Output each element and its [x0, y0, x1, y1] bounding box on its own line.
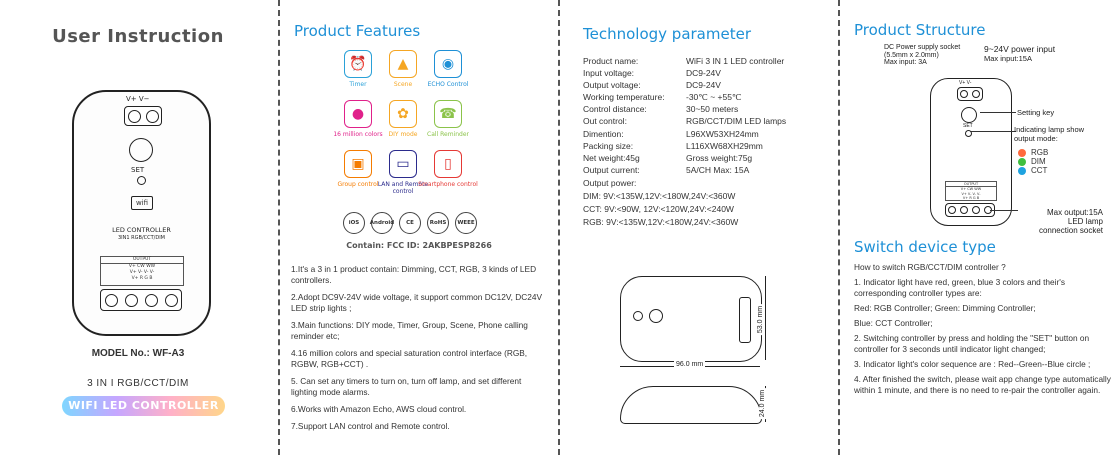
weee-cert-icon: WEEE — [455, 212, 477, 234]
legend-item-dim: DIM — [1018, 157, 1048, 166]
output-table — [100, 256, 184, 286]
mode-legend — [1018, 148, 1048, 175]
device-side-view — [620, 386, 762, 424]
terminal-screw-icon — [972, 206, 980, 214]
model-number: MODEL No.: WF-A3 — [91, 348, 185, 359]
phone-icon: ☎ — [434, 100, 462, 128]
terminal-screw-icon — [146, 110, 159, 123]
feature-icon-label: 16 million colors — [333, 131, 383, 138]
structure-power-label: V+ V- — [959, 80, 972, 86]
user-instruction-panel — [0, 0, 276, 455]
cct-dot-icon — [1018, 167, 1026, 175]
feature-icon-label: Call Reminder — [427, 131, 469, 138]
tech-row: Net weight:45g Gross weight:75g — [583, 152, 753, 163]
tech-row: Packing size: L116XW68XH29mm — [583, 140, 763, 151]
output-power-rgb: RGB: 9V:<135W,12V:<180W,24V:<360W — [583, 216, 739, 227]
feature-item: 5. Can set any timers to turn on, turn off lamp, and set different lighting mode alarms. — [291, 376, 522, 397]
callout-line — [970, 131, 1016, 132]
output-terminal-side — [739, 297, 751, 343]
switch-line: Red: RGB Controller; Green: Dimming Controller; — [854, 303, 1036, 313]
feature-icon-cell — [418, 100, 478, 138]
tech-row: Product name: WiFi 3 IN 1 LED controller — [583, 56, 785, 66]
feature-list — [291, 264, 549, 438]
feature-item: 6.Works with Amazon Echo, AWS cloud control. — [291, 404, 467, 414]
output-table-row: V+ CW WW — [128, 264, 156, 269]
feature-icon-label: Timer — [349, 81, 367, 88]
user-instruction-title: User Instruction — [52, 26, 224, 47]
android-cert-icon: Android — [371, 212, 393, 234]
width-dimension: 96.0 mm — [676, 361, 704, 368]
tech-row: Output voltage: DC9-24V — [583, 80, 721, 91]
set-label: SET — [131, 166, 145, 174]
switch-line: How to switch RGB/CCT/DIM controller ? — [854, 262, 1006, 272]
tech-row: Out control: RGB/CCT/DIM LED lamps — [583, 116, 787, 127]
callout-line — [980, 112, 1016, 113]
remote-icon: ▭ — [389, 150, 417, 178]
terminal-screw-icon — [145, 294, 158, 307]
set-button-icon — [649, 309, 663, 323]
device-top-view — [620, 276, 765, 362]
product-features-panel — [281, 0, 557, 455]
feature-item: 3.Main functions: DIY mode, Timer, Group, Scene, Phone calling reminder etc; — [291, 320, 528, 341]
output-table-row: V+ V- V- V- — [129, 270, 155, 275]
dim-dot-icon — [1018, 158, 1026, 166]
ce-cert-icon: CE — [399, 212, 421, 234]
terminal-screw-icon — [105, 294, 118, 307]
power-terminal — [124, 106, 162, 126]
certification-row — [343, 212, 477, 234]
tech-parameter-table — [583, 55, 823, 227]
terminal-screw-icon — [972, 90, 980, 98]
feature-icon-label: DIY mode — [388, 131, 418, 138]
structure-output-table: OUTPUT V+ CW WW V+ V- V- V- V+ R G B — [945, 181, 997, 201]
terminal-screw-icon — [165, 294, 178, 307]
output-table-row: V+ R G B — [131, 276, 153, 281]
indicator-light-icon — [633, 311, 643, 321]
set-button[interactable] — [961, 107, 977, 123]
switch-line: 4. After finished the switch, please wait app change type automatically within 1 minute, and there is no need to re-pair the controller again. — [854, 374, 1111, 395]
ios-cert-icon: iOS — [343, 212, 365, 234]
technology-panel — [561, 0, 836, 455]
power-input-label: 9~24V power input Max input:15A — [984, 44, 1056, 63]
wifi-icon: wifi — [131, 196, 153, 210]
feature-item: 2.Adopt DC9V-24V wide voltage, it support common DC12V, DC24V LED strip lights ; — [291, 292, 543, 313]
switch-line: 1. Indicator light have red, green, blue 3 colors and their's corresponding controller types are: — [854, 277, 1065, 298]
panel-divider — [278, 0, 280, 455]
diy-icon: ✿ — [389, 100, 417, 128]
tech-row: Control distance: 30~50 meters — [583, 104, 739, 115]
product-structure-panel — [840, 0, 1119, 455]
rohs-cert-icon: RoHS — [427, 212, 449, 234]
feature-icon-label: LAN and Remote control — [377, 181, 429, 195]
set-button[interactable] — [129, 138, 153, 162]
output-terminal — [945, 203, 995, 217]
switch-line: 3. Indicator light's color sequence are : Red--Green--Blue circle ; — [854, 359, 1091, 369]
feature-icon-label: ECHO Control — [427, 81, 469, 88]
structure-set-label: SET — [963, 123, 973, 129]
output-table-header: OUTPUT — [101, 257, 183, 264]
product-structure-title: Product Structure — [854, 21, 986, 39]
switch-instructions — [854, 262, 1112, 400]
switch-device-title: Switch device type — [854, 238, 996, 256]
structure-device-drawing — [930, 78, 1012, 226]
tech-row: Output current: 5A/CH Max: 15A — [583, 164, 750, 175]
clock-icon: ⏰ — [344, 50, 372, 78]
legend-item-cct: CCT — [1018, 166, 1048, 175]
terminal-screw-icon — [128, 110, 141, 123]
product-subtitle: 3 IN I RGB/CCT/DIM — [87, 378, 189, 389]
feature-item: 4.16 million colors and special saturation control interface (RGB, RGBW, RGB+CCT) . — [291, 348, 528, 369]
height-dimension-line — [765, 276, 766, 360]
dc-socket-label: DC Power supply socket (5.5mm x 2.0mm) Max input: 3A — [884, 44, 961, 66]
rgb-dot-icon — [1018, 149, 1026, 157]
product-features-title: Product Features — [294, 22, 421, 40]
thickness-dimension: 24.0 mm — [759, 389, 767, 418]
switch-line: 2. Switching controller by press and holding the "SET" button on controller for 3 seconds until indicator light changed; — [854, 333, 1090, 354]
power-terminal — [957, 87, 983, 101]
group-icon: ▣ — [344, 150, 372, 178]
feature-item: 7.Support LAN control and Remote control. — [291, 421, 450, 431]
tech-row: Input voltage: DC9-24V — [583, 68, 721, 79]
feature-icon-cell — [418, 150, 478, 188]
setting-key-label: Setting key — [1017, 108, 1055, 117]
device-body-text: LED CONTROLLER — [112, 226, 171, 234]
feature-icon-label: Group control — [337, 181, 379, 188]
terminal-screw-icon — [125, 294, 138, 307]
feature-icon-label: Scene — [393, 81, 413, 88]
output-power-cct: CCT: 9V:<90W, 12V:<120W,24V:<240W — [583, 203, 734, 214]
technology-title: Technology parameter — [583, 25, 751, 43]
tech-row: Working temperature: -30℃ ~ +55℃ — [583, 92, 742, 103]
wifi-led-controller-banner: WIFI LED CONTROLLER — [62, 396, 225, 416]
smartphone-icon: ▯ — [434, 150, 462, 178]
power-terminal-label: V+ V− — [126, 95, 150, 103]
terminal-screw-icon — [960, 206, 968, 214]
output-socket-label: Max output:15A LED lamp connection socket — [1038, 208, 1103, 235]
output-power-title: Output power: — [583, 177, 637, 188]
panel-divider — [558, 0, 560, 455]
indicator-light-icon — [137, 176, 146, 185]
feature-item: 1.It's a 3 in 1 product contain: Dimming, CCT, RGB, 3 kinds of LED controllers. — [291, 264, 537, 285]
switch-line: Blue: CCT Controller; — [854, 318, 933, 328]
terminal-screw-icon — [948, 206, 956, 214]
scene-icon: ▲ — [389, 50, 417, 78]
feature-icon-label: Smartphone control — [418, 181, 478, 188]
indicator-lamp-label: Indicating lamp show output mode: — [1014, 125, 1085, 143]
fcc-id: Contain: FCC ID: 2AKBPESP8266 — [346, 241, 492, 250]
palette-icon: ● — [344, 100, 372, 128]
feature-icon-cell — [418, 50, 478, 88]
tech-row: Dimention: L96XW53XH24mm — [583, 128, 759, 139]
terminal-screw-icon — [960, 90, 968, 98]
echo-icon: ◉ — [434, 50, 462, 78]
device-body-subtext: 3IN1 RGB/CCT/DIM — [118, 235, 165, 241]
output-terminal — [100, 289, 182, 311]
height-dimension: 53.0 mm — [757, 305, 765, 334]
controller-device-illustration — [72, 90, 211, 336]
legend-item-rgb: RGB — [1018, 148, 1048, 157]
output-power-dim: DIM: 9V:<135W,12V:<180W,24V:<360W — [583, 190, 736, 201]
